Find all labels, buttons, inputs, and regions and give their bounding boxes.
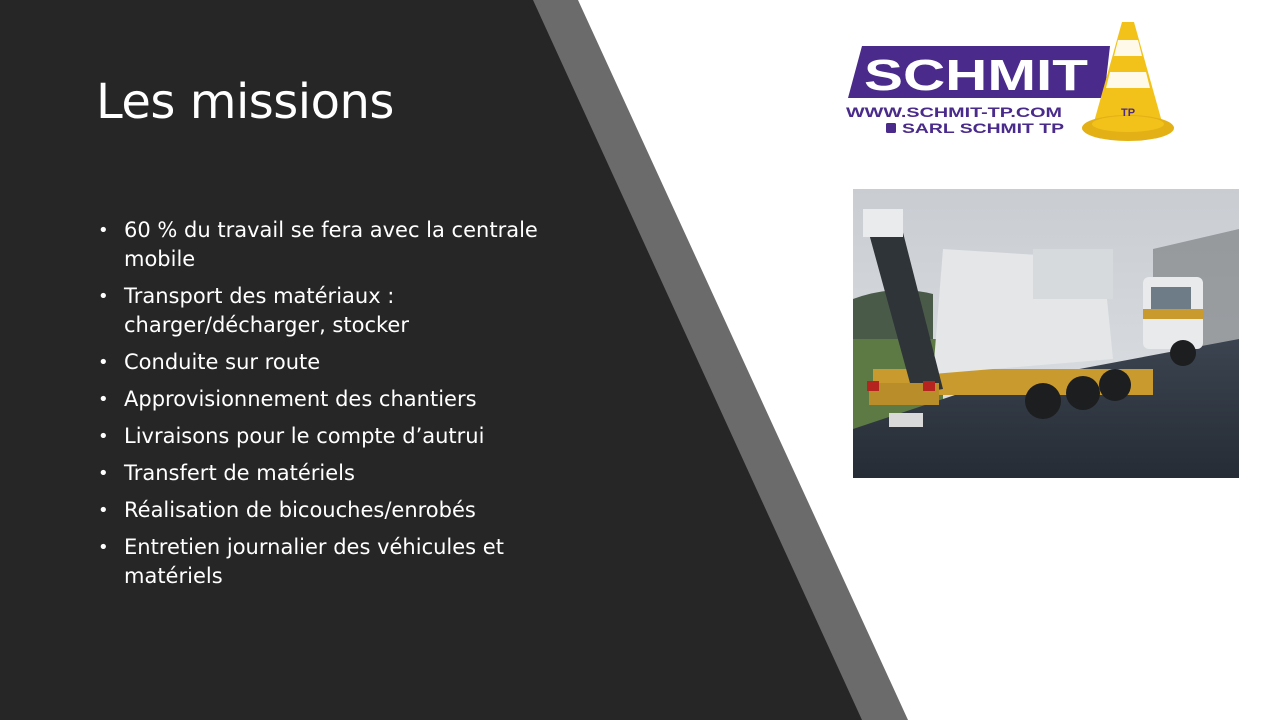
list-item: • Entretien journalier des véhicules et matériels [98, 533, 568, 591]
facebook-icon [886, 123, 896, 133]
logo-brand-text: SCHMIT [864, 51, 1089, 100]
list-item: • Réalisation de bicouches/enrobés [98, 496, 568, 525]
logo-website: WWW.SCHMIT-TP.COM [846, 104, 1062, 120]
slide-title: Les missions [96, 74, 394, 130]
list-item: • Conduite sur route [98, 348, 568, 377]
logo-facebook: SARL SCHMIT TP [902, 120, 1064, 136]
truck-photo [853, 189, 1239, 478]
list-item: • Transfert de matériels [98, 459, 568, 488]
list-item: • Transport des matériaux : charger/décharger, stocker [98, 282, 568, 340]
cone-label: TP [1121, 107, 1136, 119]
schmit-logo [840, 18, 1180, 150]
list-item: • 60 % du travail se fera avec la centrale mobile [98, 216, 568, 274]
missions-list [98, 216, 568, 599]
list-item: • Livraisons pour le compte d’autrui [98, 422, 568, 451]
list-item: • Approvisionnement des chantiers [98, 385, 568, 414]
